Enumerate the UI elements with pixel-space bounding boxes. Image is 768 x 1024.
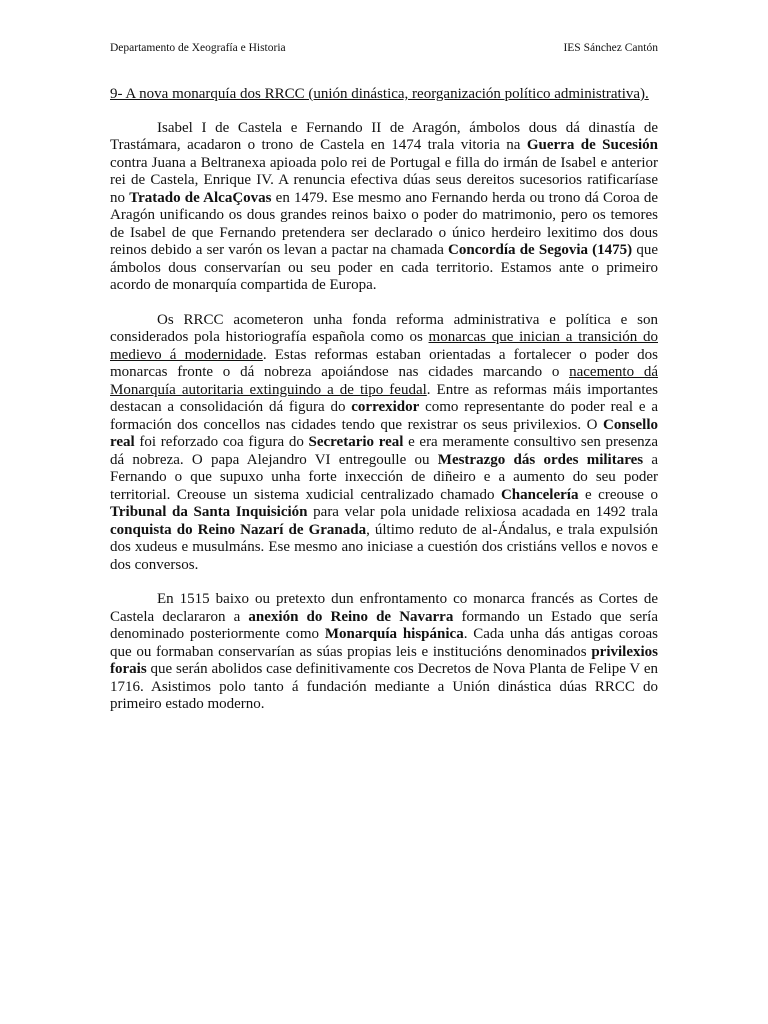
text-run: como representante do poder real e a formación dos concellos nas cidades tendo que rexistrar os seus privilexios. O [110, 399, 658, 433]
bold-term: Secretario real [308, 434, 404, 450]
bold-term: Concordía de Segovia (1475) [448, 242, 633, 258]
bold-term: Tratado de AlcaÇovas [129, 189, 272, 206]
school-name: IES Sánchez Cantón [563, 42, 658, 54]
text-run: e era meramente consultivo sen presenza dá nobreza. O papa Alejandro VI entregoulle ou [110, 434, 658, 468]
bold-term: privilexios forais [110, 643, 658, 677]
text-run: contra Juana a Beltranexa apioada polo rei de Portugal e filla do irmán de Isabel e anterior rei de Castela, Enrique IV. A renuncia efectiva dúas seus dereitos sucesorios ratificaríase no [110, 154, 658, 206]
bold-term: conquista do Reino Nazarí de Granada [110, 521, 367, 538]
underlined-phrase: monarcas que inician a transición do medievo á modernidade [110, 329, 658, 363]
bold-term: Guerra de Sucesión [526, 137, 658, 153]
text-run: foi reforzado coa figura do [134, 434, 309, 450]
page-header [110, 42, 658, 54]
underlined-phrase: nacemento dá Monarquía autoritaria extinguindo a de tipo feudal [110, 364, 658, 398]
paragraph-1 [110, 120, 658, 295]
text-run: e creouse o [578, 486, 658, 503]
bold-term: Monarquía hispánica [324, 626, 464, 642]
department-name: Departamento de Xeografía e Historia [110, 42, 286, 54]
paragraph-2 [110, 312, 658, 575]
text-run: En 1515 baixo ou pretexto dun enfrontamento co monarca francés as Cortes de Castela declararon a [110, 591, 658, 625]
text-run: Os RRCC acometeron unha fonda reforma administrativa e política e son considerados pola historiografía española como os [110, 311, 658, 345]
text-run: . Estas reformas estaban orientadas a fortalecer o poder dos monarcas fronte o dá nobreza apoiándose nas cidades marcando o [110, 346, 658, 380]
text-run: que ámbolos dous conservarían ou seu poder en cada territorio. Estamos ante o primeiro acordo de monarquía compartida de Europa. [110, 242, 658, 293]
bold-term: Tribunal da Santa Inquisición [110, 504, 308, 520]
bold-term: Consello real [110, 416, 658, 450]
bold-term: correxidor [351, 399, 420, 415]
text-run: en 1479. Ese mesmo ano Fernando herda ou trono dá Coroa de Aragón unificando os dous grandes reinos baixo o poder do matrimonio, pero os temores de Isabel de que Fernando pretendera ser declarado o único herdeiro lexitimo dos dous reinos debido a ser varón os levan a pactar na chamada [110, 189, 658, 258]
bold-term: Chancelería [500, 486, 579, 503]
document-body [110, 86, 658, 731]
text-run: Isabel I de Castela e Fernando II de Aragón, ámbolos dous dá dinastía de Trastámara, acadaron o trono de Castela en 1474 trala vitoria na [110, 119, 658, 153]
text-run: que serán abolidos case definitivamente cos Decretos de Nova Planta de Felipe V en 1716. Asistimos polo tanto á fundación mediante a Unión dinástica dúas RRCC do primeiro estado moderno. [110, 661, 658, 712]
bold-term: Mestrazgo dás ordes militares [437, 451, 644, 468]
text-run: . Entre as reformas máis importantes destacan a consolidación dá figura do [110, 381, 658, 415]
text-run: a Fernando o que supuxo unha forte inxección de diñeiro e a aumento do seu poder territorial. Creouse un sistema xudicial centralizado chamado [110, 451, 658, 503]
text-run: para velar pola unidade relixiosa acadada en 1492 trala [307, 504, 659, 520]
bold-term: anexión do Reino de Navarra [248, 608, 454, 625]
text-run: . Cada unha dás antigas coroas que ou formaban conservarían as súas propias leis e institucións denominados [110, 626, 658, 660]
section-title: 9- A nova monarquía dos RRCC (unión dinástica, reorganización político administrativa). [110, 86, 649, 102]
paragraph-3 [110, 591, 658, 714]
text-run: , último reduto de al-Ándalus, e trala expulsión dos xudeus e musulmáns. Ese mesmo ano iniciase a cuestión dos cristiáns vellos e novos e dos conversos. [110, 521, 658, 573]
text-run: formando un Estado que sería denominado posteriormente como [110, 608, 658, 642]
